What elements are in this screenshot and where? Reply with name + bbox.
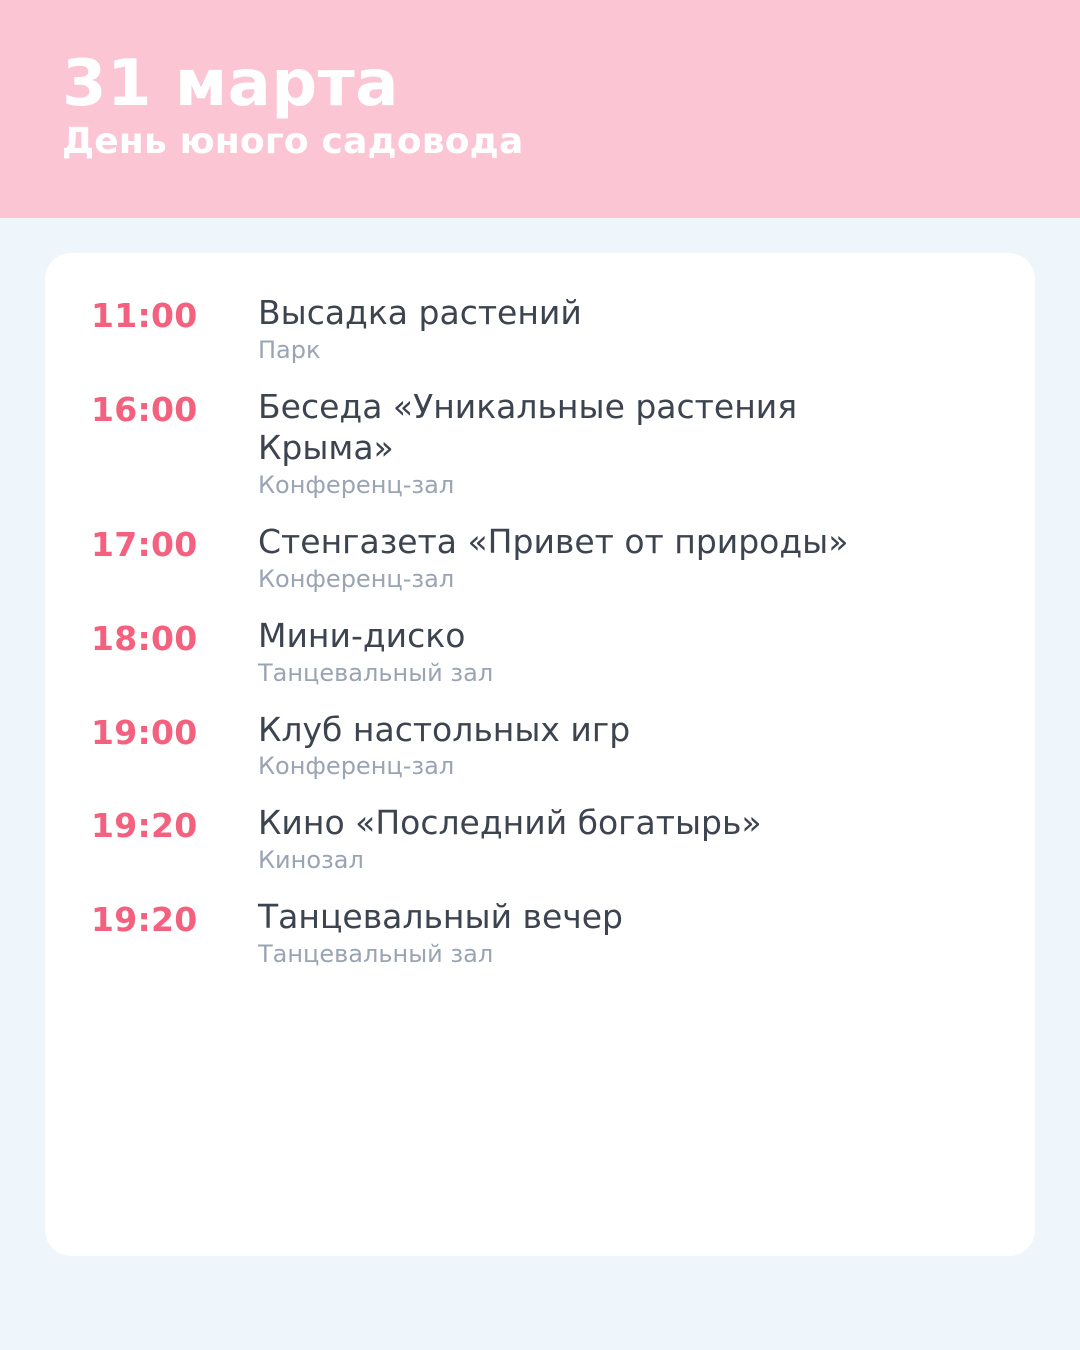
event-title: Мини-диско — [258, 615, 466, 655]
event-time: 18:00 — [91, 618, 198, 658]
event-time: 19:20 — [91, 900, 198, 940]
event-time: 11:00 — [91, 296, 198, 335]
event-body — [258, 616, 989, 688]
event-place: Танцевальный зал — [258, 940, 494, 969]
event-place: Конференц-зал — [258, 752, 455, 781]
list-item — [91, 293, 989, 365]
event-title: Стенгазета «Привет от природы» — [258, 521, 849, 561]
event-time: 19:20 — [91, 806, 198, 846]
page-subtitle: День юного садовода — [62, 121, 524, 162]
event-place: Кинозал — [258, 846, 364, 875]
list-item — [91, 522, 989, 594]
list-item — [91, 387, 989, 500]
event-place: Конференц-зал — [258, 470, 455, 499]
event-time: 16:00 — [91, 389, 198, 429]
event-title: Кино «Последний богатырь» — [258, 803, 762, 843]
list-item — [91, 803, 989, 875]
event-body — [258, 293, 989, 365]
event-title: Беседа «Уникальные растения Крыма» — [258, 386, 798, 467]
list-item — [91, 710, 989, 782]
event-place: Конференц-зал — [258, 564, 455, 593]
list-item — [91, 897, 989, 969]
event-title: Высадка растений — [258, 293, 582, 332]
event-body — [258, 803, 989, 875]
event-place: Танцевальный зал — [258, 658, 494, 687]
event-title: Танцевальный вечер — [258, 897, 623, 937]
event-body — [258, 897, 989, 969]
event-body — [258, 387, 989, 500]
event-title: Клуб настольных игр — [258, 709, 631, 749]
event-body — [258, 710, 989, 782]
page-title: 31 марта — [62, 47, 399, 121]
poster-header — [0, 0, 1080, 218]
event-time: 19:00 — [91, 712, 198, 752]
schedule-card — [45, 253, 1035, 1256]
event-body — [258, 522, 989, 594]
event-time: 17:00 — [91, 524, 198, 564]
schedule-list — [91, 293, 989, 991]
event-place: Парк — [258, 335, 321, 364]
list-item — [91, 616, 989, 688]
